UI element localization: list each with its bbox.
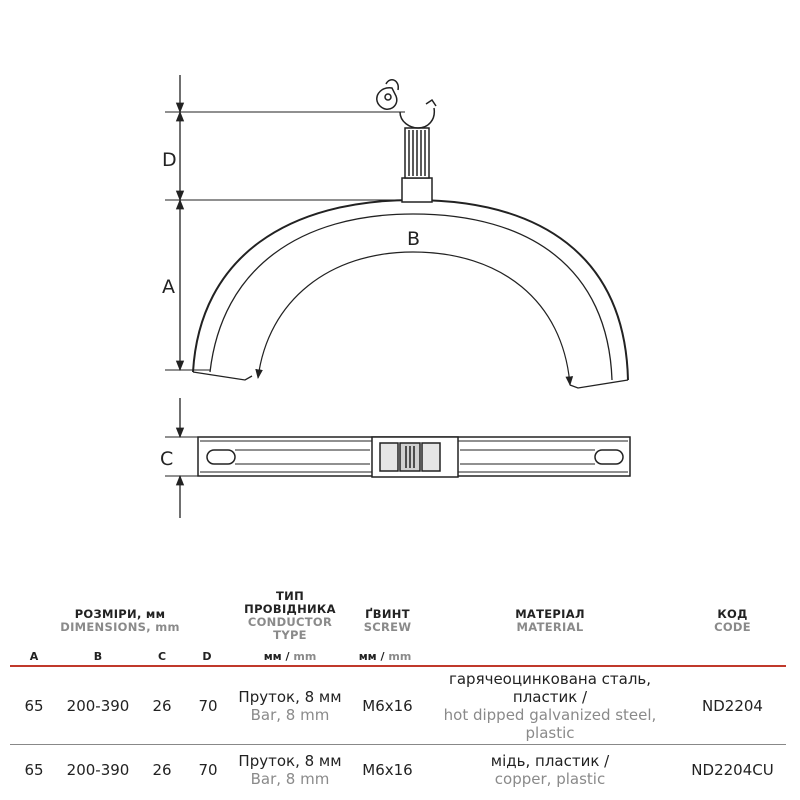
row2-material (430, 752, 670, 788)
label-a: A (162, 276, 175, 298)
row1-material-en-2: plastic (525, 724, 575, 742)
header-screw (350, 608, 425, 634)
spec-table (0, 590, 800, 800)
row2-a: 65 (24, 761, 44, 779)
row1-material-uk-1: гарячеоцинкована сталь, (448, 670, 652, 688)
subheader-b: B (93, 650, 103, 663)
screw-unit-uk: мм (358, 650, 377, 663)
header-code (690, 608, 775, 634)
header-conductor-en-1: CONDUCTOR (247, 615, 333, 629)
row1-material-uk-2: пластик / (512, 688, 588, 706)
header-dimensions-en: DIMENSIONS, mm (60, 620, 180, 634)
conductor-unit-uk: мм (263, 650, 282, 663)
label-c: C (160, 448, 174, 470)
row1-d: 70 (198, 697, 218, 715)
row2-material-uk-1: мідь, пластик / (490, 752, 610, 770)
header-dimensions (20, 608, 220, 634)
subheader-d: D (202, 650, 212, 663)
subheader-c: C (157, 650, 167, 663)
header-conductor-uk-1: ТИП (276, 589, 304, 603)
b-arc-dimension (258, 252, 570, 385)
header-divider (10, 665, 786, 667)
row1-a: 65 (24, 697, 44, 715)
conductor-unit-sep: / (281, 650, 294, 663)
header-dimensions-uk: РОЗМІРИ, мм (74, 607, 166, 621)
conductor-unit-en: mm (293, 650, 317, 663)
row2-c: 26 (152, 761, 172, 779)
row2-conductor-en: Bar, 8 mm (250, 770, 330, 788)
subheader-conductor-unit (245, 650, 335, 663)
subheader-screw-unit (345, 650, 425, 663)
row1-conductor (230, 688, 350, 724)
row1-screw: M6x16 (362, 697, 413, 715)
header-code-en: CODE (714, 620, 751, 634)
extension-lines (165, 112, 405, 476)
row2-code: ND2204CU (691, 761, 774, 779)
header-conductor-en-2: TYPE (273, 628, 307, 642)
row1-material-en-1: hot dipped galvanized steel, (443, 706, 657, 724)
screw-unit-sep: / (376, 650, 389, 663)
row1-conductor-uk: Пруток, 8 мм (238, 688, 342, 706)
row1-material (430, 670, 670, 742)
header-material-uk: МАТЕРІАЛ (515, 607, 585, 621)
row2-screw: M6x16 (362, 761, 413, 779)
header-conductor-uk-2: ПРОВІДНИКА (244, 602, 336, 616)
label-b: B (407, 228, 421, 250)
header-material (430, 608, 670, 634)
subheader-a: A (29, 650, 39, 663)
side-view-bar (198, 437, 630, 477)
row2-material-en-1: copper, plastic (494, 770, 606, 788)
header-screw-en: SCREW (363, 620, 412, 634)
row1-c: 26 (152, 697, 172, 715)
header-material-en: MATERIAL (516, 620, 584, 634)
row2-d: 70 (198, 761, 218, 779)
row1-b: 200-390 (66, 697, 130, 715)
row2-conductor (230, 752, 350, 788)
row2-conductor-uk: Пруток, 8 мм (238, 752, 342, 770)
row1-conductor-en: Bar, 8 mm (250, 706, 330, 724)
support-post (377, 80, 436, 202)
header-conductor (225, 590, 355, 642)
row1-code: ND2204 (702, 697, 763, 715)
header-screw-uk: ҐВИНТ (365, 607, 410, 621)
screw-unit-en: mm (388, 650, 412, 663)
row-divider (10, 744, 786, 745)
row2-b: 200-390 (66, 761, 130, 779)
header-code-uk: КОД (717, 607, 748, 621)
label-d: D (162, 149, 177, 171)
